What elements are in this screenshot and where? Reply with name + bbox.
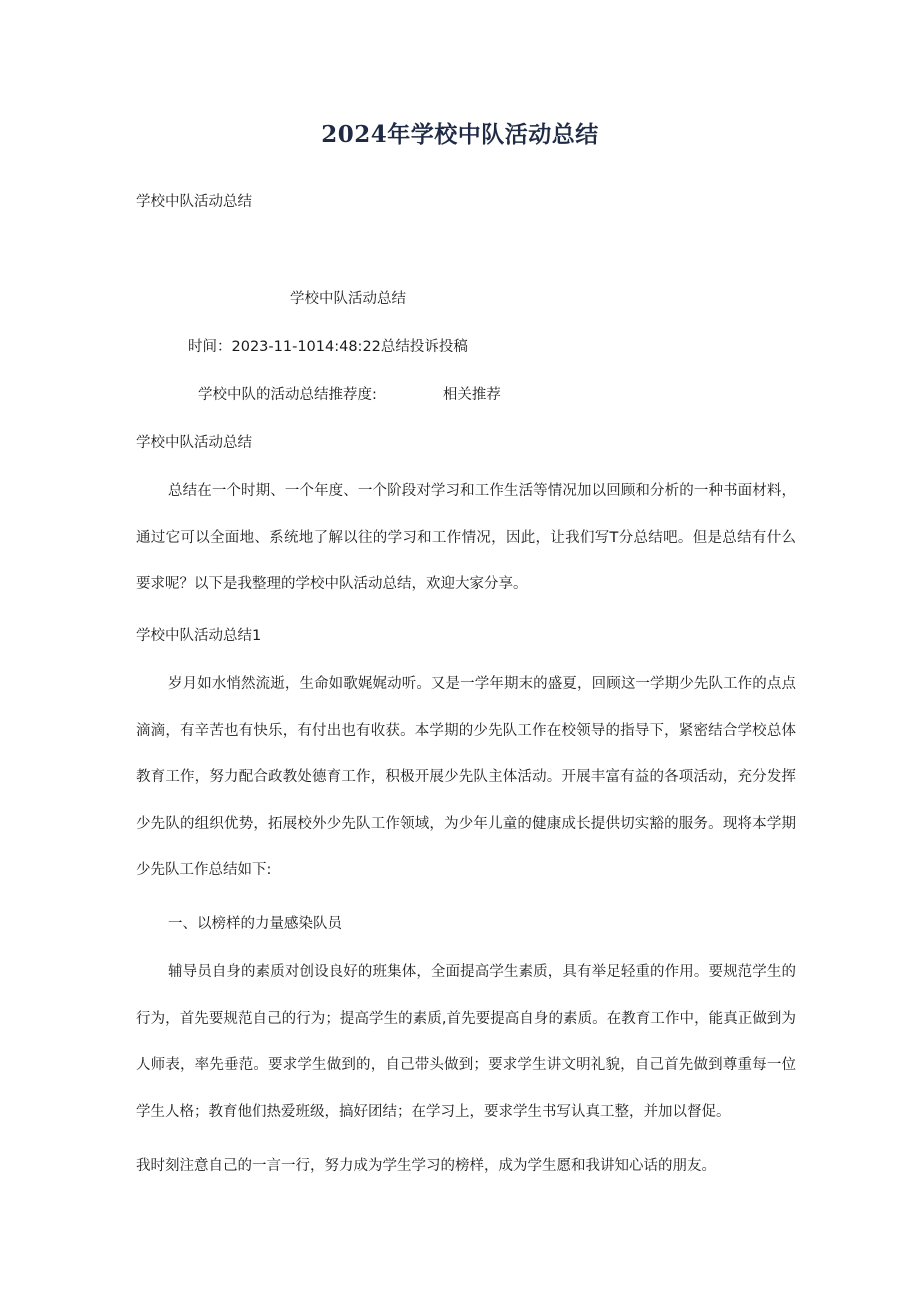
document-title: 2024年学校中队活动总结 <box>321 121 599 148</box>
summary1-paragraph: 岁月如水悄然流逝，生命如歌娓娓动听。又是一学年期末的盛夏，回顾这一学期少先队工作的点点滴滴，有辛苦也有快乐，有付出也有收获。本学期的少先队工作在校领导的指导下，紧密结合学校总体教育工作，努力配合政教处德育工作，积极开展少先队主体活动。开展丰富有益的各项活动，充分发挥少先队的组织优势，拓展校外少先队工作领域，为少年儿童的健康成长提供切实豁的服务。现将本学期少先队工作总结如下: <box>136 676 796 879</box>
point1-heading: 一、以榜样的力量感染队员 <box>168 916 342 932</box>
intro-paragraph: 总结在一个时期、一个年度、一个阶段对学习和工作生活等情况加以回顾和分析的一种书面材料，通过它可以全面地、系统地了解以往的学习和工作情况，因此，让我们写T分总结吧。但是总结有什么要求呢？以下是我整理的学校中队活动总结，欢迎大家分享。 <box>136 483 796 593</box>
related-link[interactable]: 相关推荐 <box>442 387 501 403</box>
time-line: 时间：2023-11-1014:48:22总结投诉投稿 <box>188 339 468 355</box>
recommend-label: 学校中队的活动总结推荐度: <box>198 387 377 403</box>
summary1-heading: 学校中队活动总结1 <box>136 628 262 644</box>
centered-heading: 学校中队活动总结 <box>290 291 406 307</box>
section-heading: 学校中队活动总结 <box>136 435 252 451</box>
recommend-row <box>198 385 501 405</box>
closing-line: 我时刻注意自己的一言一行，努力成为学生学习的榜样，成为学生愿和我讲知心话的朋友。 <box>136 1158 716 1174</box>
document-subtitle: 学校中队活动总结 <box>136 194 252 210</box>
point1-paragraph: 辅导员自身的素质对创设良好的班集体，全面提高学生素质，具有举足轻重的作用。要规范学生的行为，首先要规范自己的行为；提高学生的素质,首先要提高自身的素质。在教育工作中，能真正做到为人师表，率先垂范。要求学生做到的，自己带头做到；要求学生讲文明礼貌，自己首先做到尊重每一位学生人格；教育他们热爱班级，搞好团结；在学习上，要求学生书写认真工整，并加以督促。 <box>136 964 796 1120</box>
